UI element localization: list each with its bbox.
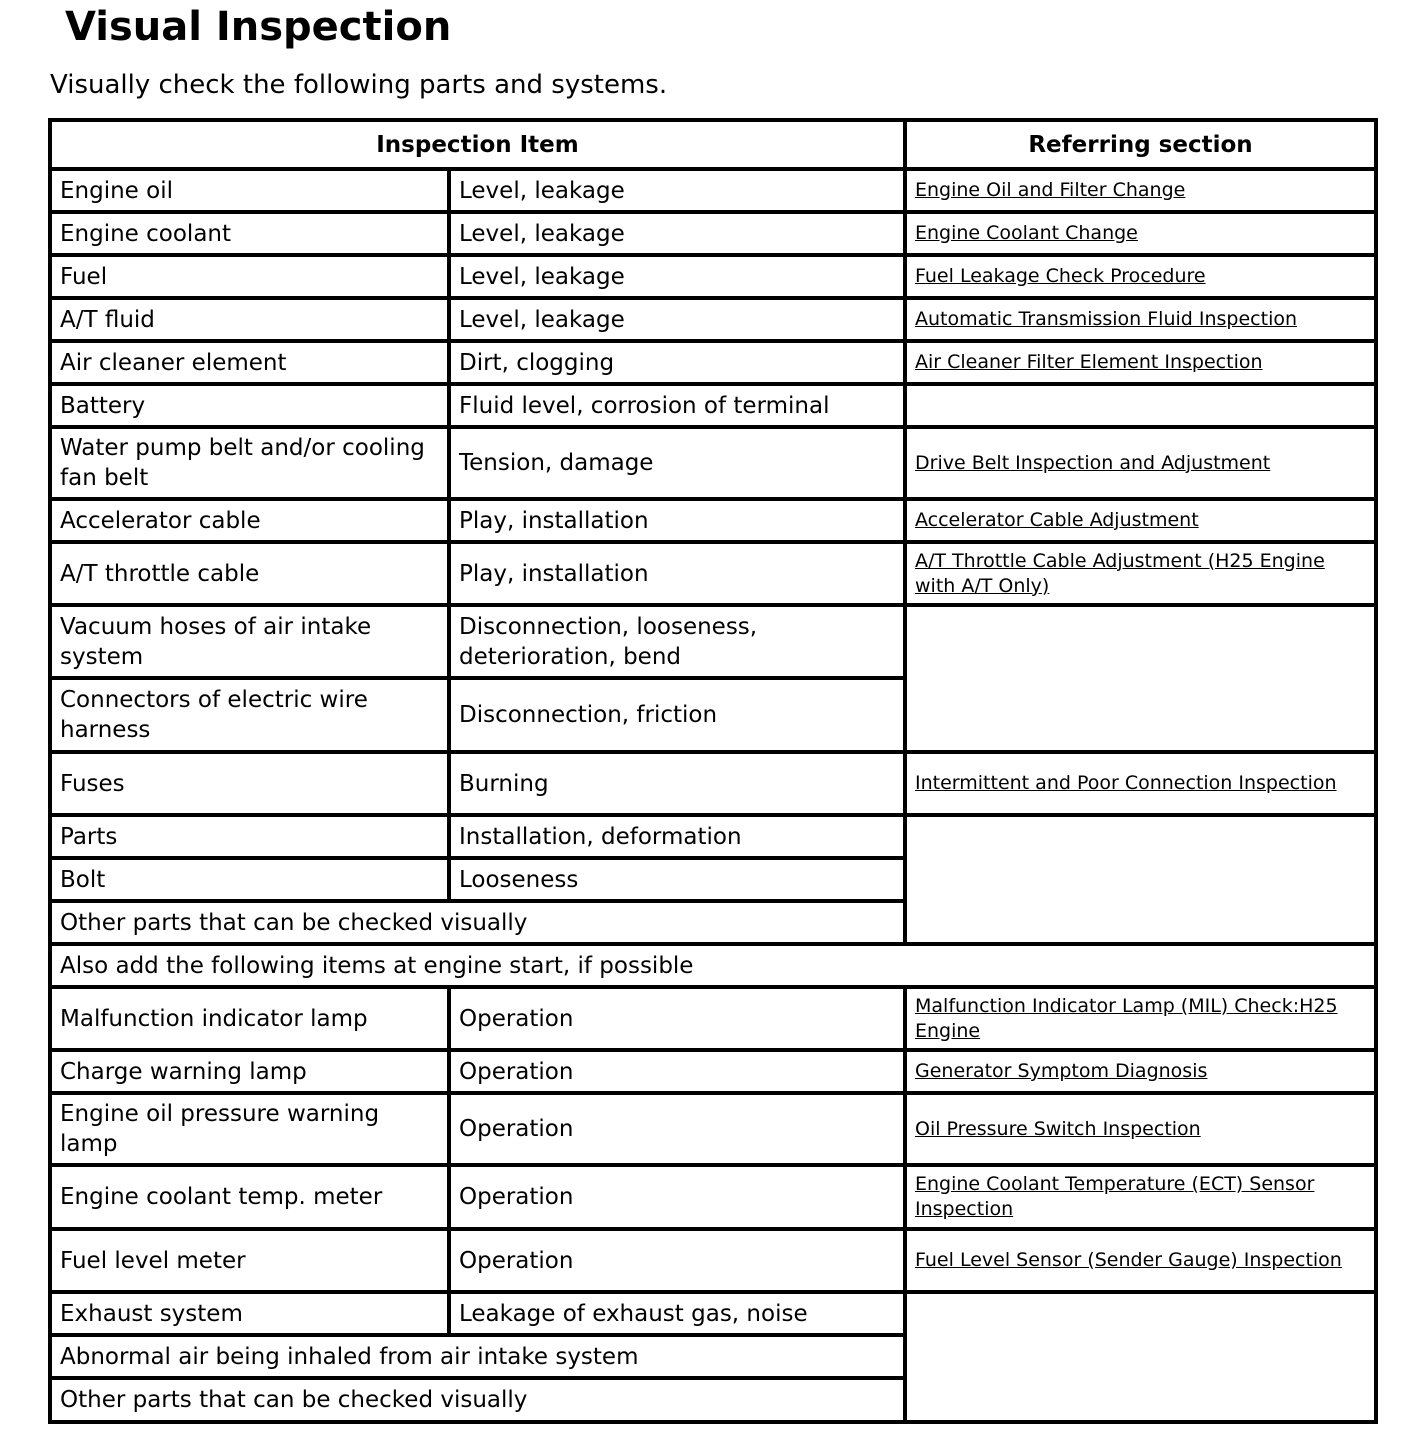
table-row [50,499,1376,542]
referring-section-cell [905,499,1376,542]
table-row [50,944,1376,987]
inspection-item: Parts [50,815,449,858]
table-row [50,1093,1376,1165]
inspection-item: Fuel [50,255,449,298]
inspection-criterion: Level, leakage [449,169,905,212]
inspection-criterion: Fluid level, corrosion of terminal [449,384,905,427]
referring-section-cell [905,1093,1376,1165]
inspection-criterion: Play, installation [449,542,905,605]
referring-section-link[interactable]: Oil Pressure Switch Inspection [915,1117,1201,1140]
inspection-criterion: Play, installation [449,499,905,542]
inspection-criterion: Operation [449,987,905,1050]
referring-section-cell [905,384,1376,427]
inspection-criterion: Tension, damage [449,427,905,499]
referring-section-cell [905,815,1376,944]
inspection-criterion: Installation, deformation [449,815,905,858]
referring-section-link[interactable]: Fuel Level Sensor (Sender Gauge) Inspection [915,1249,1342,1271]
table-row [50,341,1376,384]
referring-section-cell [905,341,1376,384]
inspection-item: Engine coolant temp. meter [50,1165,449,1229]
inspection-item: Bolt [50,858,449,901]
inspection-item: Other parts that can be checked visually [50,901,905,944]
inspection-item: Accelerator cable [50,499,449,542]
table-row [50,1229,1376,1292]
inspection-item: Fuel level meter [50,1229,449,1292]
header-referring-section: Referring section [905,120,1376,169]
inspection-item: Water pump belt and/or cooling fan belt [50,427,449,499]
inspection-criterion: Level, leakage [449,255,905,298]
referring-section-cell [905,1292,1376,1422]
inspection-item: Exhaust system [50,1292,449,1335]
section-note: Also add the following items at engine start, if possible [50,944,1376,987]
referring-section-cell [905,1165,1376,1229]
page-title: Visual Inspection [65,4,452,50]
table-row [50,1165,1376,1229]
inspection-item: Engine oil [50,169,449,212]
table-row [50,427,1376,499]
referring-section-cell [905,212,1376,255]
referring-section-cell [905,542,1376,605]
inspection-item: Malfunction indicator lamp [50,987,449,1050]
referring-section-link[interactable]: Air Cleaner Filter Element Inspection [915,351,1263,373]
referring-section-cell [905,987,1376,1050]
referring-section-cell [905,752,1376,815]
table-row [50,987,1376,1050]
inspection-item: Charge warning lamp [50,1050,449,1093]
inspection-item: Connectors of electric wire harness [50,678,449,752]
table-row [50,1292,1376,1335]
referring-section-link[interactable]: Malfunction Indicator Lamp (MIL) Check:H25 Engine [915,994,1338,1042]
referring-section-link[interactable]: A/T Throttle Cable Adjustment (H25 Engine with A/T Only) [915,549,1325,597]
referring-section-cell [905,255,1376,298]
inspection-criterion: Operation [449,1093,905,1165]
inspection-item: A/T throttle cable [50,542,449,605]
referring-section-cell [905,298,1376,341]
table-row [50,298,1376,341]
inspection-criterion: Operation [449,1229,905,1292]
table-row [50,255,1376,298]
header-inspection-item: Inspection Item [50,120,905,169]
inspection-criterion: Dirt, clogging [449,341,905,384]
inspection-criterion: Level, leakage [449,298,905,341]
table-row [50,752,1376,815]
referring-section-link[interactable]: Engine Coolant Change [915,222,1138,244]
inspection-item: A/T fluid [50,298,449,341]
referring-section-cell [905,427,1376,499]
referring-section-link[interactable]: Fuel Leakage Check Procedure [915,265,1206,287]
table-row [50,1050,1376,1093]
inspection-table [48,118,1378,1424]
inspection-criterion: Operation [449,1050,905,1093]
inspection-criterion: Leakage of exhaust gas, noise [449,1292,905,1335]
inspection-item: Battery [50,384,449,427]
table-row [50,212,1376,255]
referring-section-link[interactable]: Drive Belt Inspection and Adjustment [915,451,1271,474]
table-row [50,605,1376,678]
referring-section-cell [905,169,1376,212]
table-row [50,384,1376,427]
inspection-item: Vacuum hoses of air intake system [50,605,449,678]
referring-section-cell [905,605,1376,752]
referring-section-link[interactable]: Automatic Transmission Fluid Inspection [915,308,1298,330]
inspection-item: Engine coolant [50,212,449,255]
inspection-item: Other parts that can be checked visually [50,1378,905,1422]
inspection-criterion: Burning [449,752,905,815]
referring-section-link[interactable]: Accelerator Cable Adjustment [915,509,1199,531]
page-subtitle: Visually check the following parts and systems. [50,70,668,100]
referring-section-link[interactable]: Engine Oil and Filter Change [915,179,1186,201]
table-row [50,169,1376,212]
header-row [50,120,1376,169]
inspection-criterion: Operation [449,1165,905,1229]
inspection-item: Air cleaner element [50,341,449,384]
inspection-criterion: Looseness [449,858,905,901]
inspection-item: Fuses [50,752,449,815]
referring-section-link[interactable]: Engine Coolant Temperature (ECT) Sensor Inspection [915,1173,1315,1220]
table-row [50,815,1376,858]
referring-section-cell [905,1050,1376,1093]
referring-section-link[interactable]: Intermittent and Poor Connection Inspection [915,772,1337,794]
inspection-item: Abnormal air being inhaled from air intake system [50,1335,905,1378]
inspection-criterion: Disconnection, looseness, deterioration, bend [449,605,905,678]
referring-section-link[interactable]: Generator Symptom Diagnosis [915,1060,1208,1082]
inspection-item: Engine oil pressure warning lamp [50,1093,449,1165]
inspection-criterion: Level, leakage [449,212,905,255]
inspection-criterion: Disconnection, friction [449,678,905,752]
referring-section-cell [905,1229,1376,1292]
table-row [50,542,1376,605]
